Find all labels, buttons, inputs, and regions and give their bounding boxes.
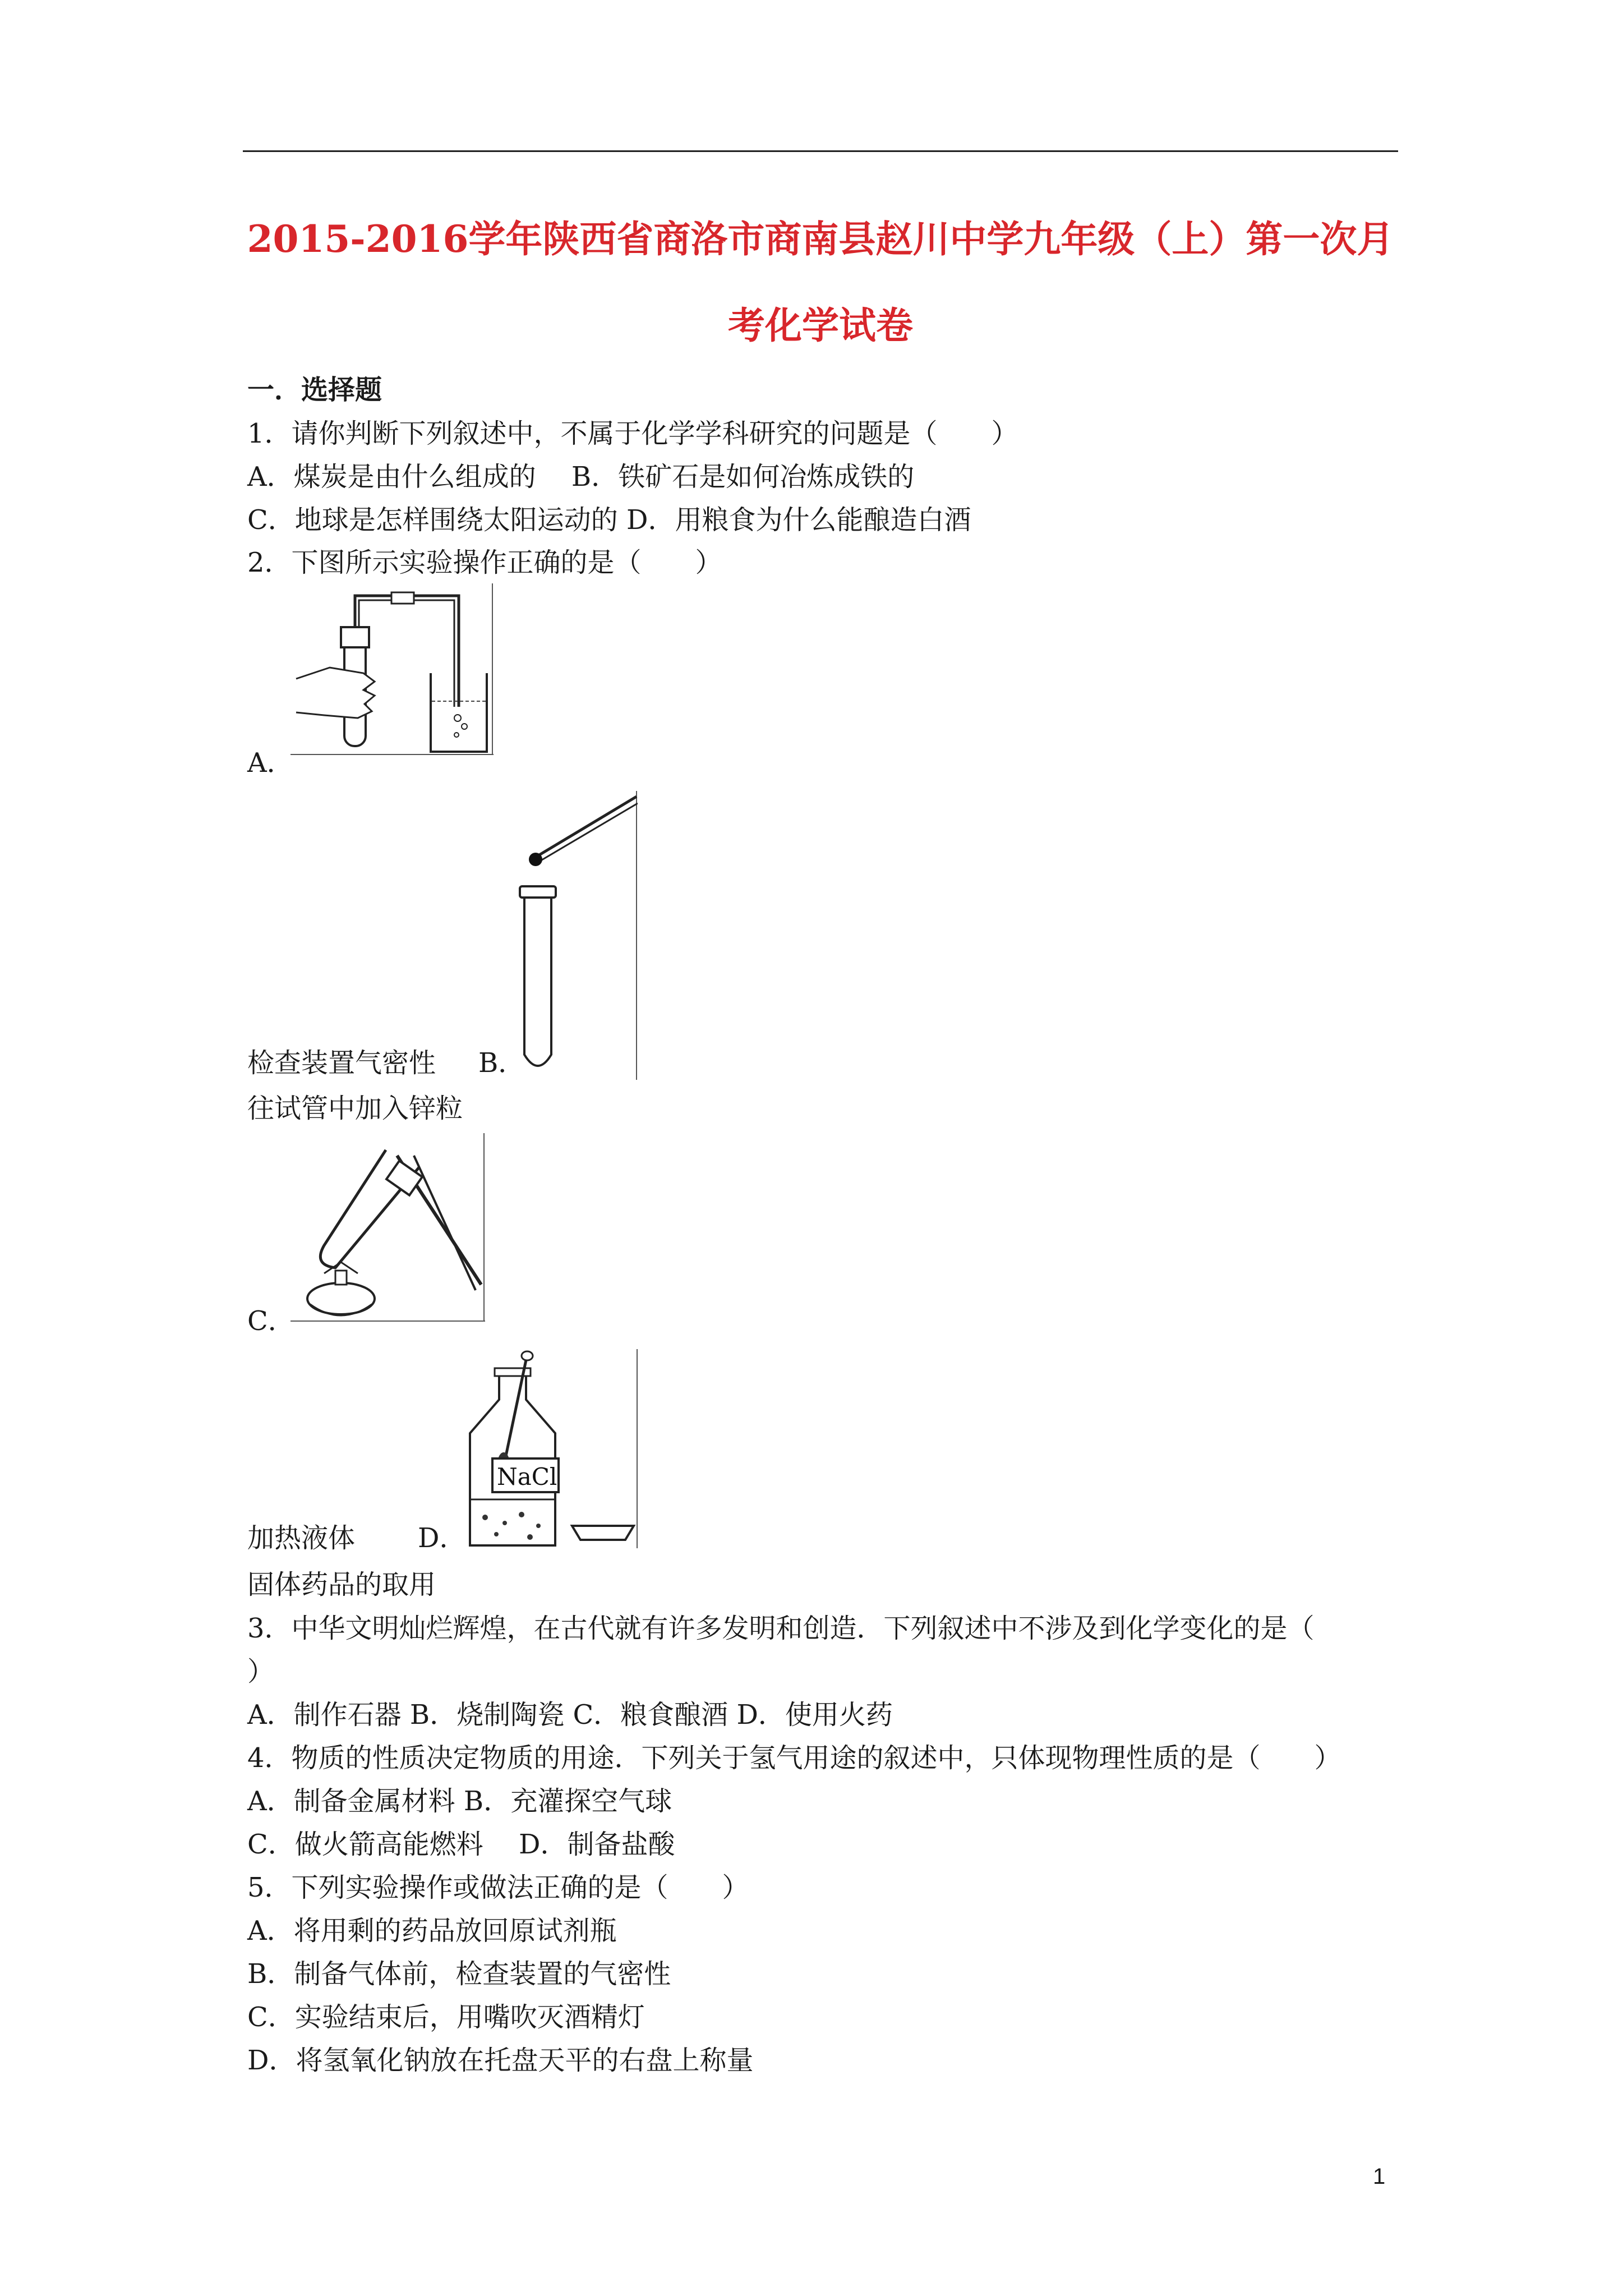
q2-stem: 2．下图所示实验操作正确的是（ ）	[247, 547, 722, 578]
q4-options-ab: A．制备金属材料 B．充灌探空气球	[247, 1786, 672, 1817]
figure-a-airtightness-check	[291, 583, 494, 755]
q3-stem-line1: 3．中华文明灿烂辉煌，在古代就有许多发明和创造．下列叙述中不涉及到化学变化的是（	[247, 1613, 1315, 1644]
figure-d-solid-reagent	[460, 1349, 638, 1548]
q5-stem: 5．下列实验操作或做法正确的是（ ）	[247, 1872, 749, 1903]
page-number: 1	[1373, 2164, 1386, 2189]
q4-options-cd: C．做火箭高能燃料 D．制备盐酸	[247, 1829, 675, 1860]
q5-option-b: B．制备气体前，检查装置的气密性	[247, 1958, 671, 1990]
header-rule	[243, 150, 1398, 152]
q5-option-a: A．将用剩的药品放回原试剂瓶	[247, 1915, 617, 1947]
q2-caption-b: 往试管中加入锌粒	[247, 1093, 463, 1124]
q2-label-a: A．	[247, 747, 294, 779]
q1-options-cd: C．地球是怎样围绕太阳运动的 D．用粮食为什么能酿造白酒	[247, 504, 971, 536]
q5-option-d: D．将氢氧化钠放在托盘天平的右盘上称量	[247, 2045, 754, 2076]
figure-c-heating-liquid	[291, 1133, 485, 1322]
q3-options: A．制作石器 B．烧制陶瓷 C．粮食酿酒 D．使用火药	[247, 1699, 893, 1731]
doc-title-line1: 2015-2016学年陕西省商洛市商南县赵川中学九年级（上）第一次月	[247, 217, 1394, 261]
q2-label-c: C．	[247, 1305, 295, 1337]
figure-b-adding-zinc	[513, 791, 638, 1080]
q2-caption-d: 固体药品的取用	[247, 1569, 436, 1600]
q2-label-b: B．	[478, 1047, 525, 1079]
q3-stem-line2: ）	[247, 1656, 275, 1687]
q2-label-d: D．	[418, 1522, 467, 1554]
nacl-bottle-label: NaCl	[497, 1463, 557, 1490]
q1-stem: 1．请你判断下列叙述中，不属于化学学科研究的问题是（ ）	[247, 418, 1018, 449]
q1-options-ab: A．煤炭是由什么组成的 B．铁矿石是如何冶炼成铁的	[247, 461, 915, 493]
q4-stem: 4．物质的性质决定物质的用途．下列关于氢气用途的叙述中，只体现物理性质的是（ ）	[247, 1742, 1341, 1774]
section-heading: 一．选择题	[247, 374, 382, 406]
doc-title-line2: 考化学试卷	[728, 303, 913, 347]
q2-caption-c: 加热液体	[247, 1522, 356, 1554]
q2-caption-a: 检查装置气密性	[247, 1047, 436, 1079]
q5-option-c: C．实验结束后，用嘴吹灭酒精灯	[247, 2001, 645, 2033]
